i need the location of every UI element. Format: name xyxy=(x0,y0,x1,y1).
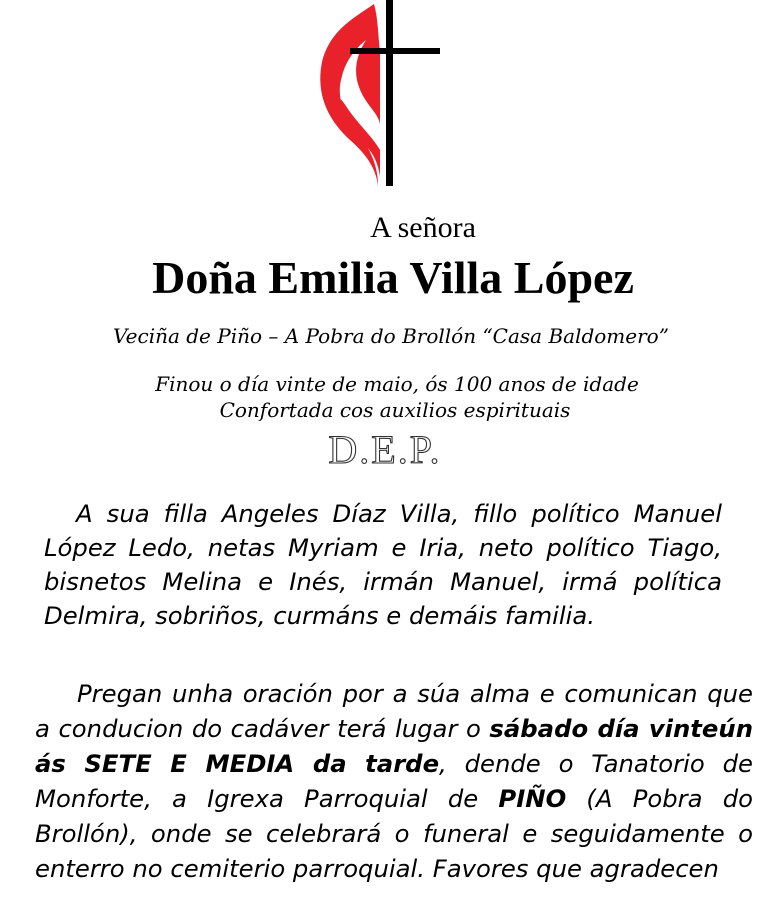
prayer-emphasis: ás SETE E MEDIA da tarde xyxy=(35,749,440,778)
family-line: Delmira, sobriños, curmáns e demáis familia. xyxy=(44,601,595,630)
cross-horizontal xyxy=(350,48,440,54)
death-notice: Finou o día vinte de maio, ós 100 anos de idade xyxy=(155,372,639,396)
prayer-emphasis: sábado día vinteún xyxy=(489,714,753,743)
prayer-line xyxy=(35,781,753,816)
prayer-line xyxy=(35,711,753,746)
prayer-text: (A Pobra do xyxy=(566,784,753,813)
residence-line: Veciña de Piño – A Pobra do Brollón “Casa Baldomero” xyxy=(113,324,669,348)
prayer-line xyxy=(35,676,753,711)
cross-and-flame-icon xyxy=(312,0,446,202)
prayer-text: Pregan unha oración por a súa alma e comunican que xyxy=(77,679,753,708)
family-line: A sua filla Angeles Díaz Villa, fillo político Manuel xyxy=(76,499,722,528)
prayer-text: Monforte, a Igrexa Parroquial de xyxy=(35,784,499,813)
prayer-text: a conducion do cadáver terá lugar o xyxy=(35,714,490,743)
title-prefix: A señora xyxy=(370,211,476,244)
comforted-line: Confortada cos auxilios espirituais xyxy=(219,398,571,422)
cross-vertical xyxy=(386,0,393,186)
prayer-text: Brollón), onde se celebrará o funeral e seguidamente o xyxy=(35,819,753,848)
deceased-name: Doña Emilia Villa López xyxy=(152,252,634,303)
flame-shape xyxy=(320,4,380,186)
prayer-emphasis: PIÑO xyxy=(498,784,567,813)
family-paragraph xyxy=(44,497,722,633)
family-line: López Ledo, netas Myriam e Iria, neto político Tiago, xyxy=(44,533,722,562)
prayer-line xyxy=(35,851,753,886)
prayer-text: , dende o Tanatorio de xyxy=(439,749,753,778)
prayer-text: enterro no cemiterio parroquial. Favores que agradecen xyxy=(35,854,719,883)
prayer-line xyxy=(35,746,753,781)
family-line: bisnetos Melina e Inés, irmán Manuel, irmá política xyxy=(44,567,722,596)
prayer-paragraph xyxy=(35,676,753,886)
rip-mark: D.E.P. xyxy=(328,427,442,472)
prayer-line xyxy=(35,816,753,851)
